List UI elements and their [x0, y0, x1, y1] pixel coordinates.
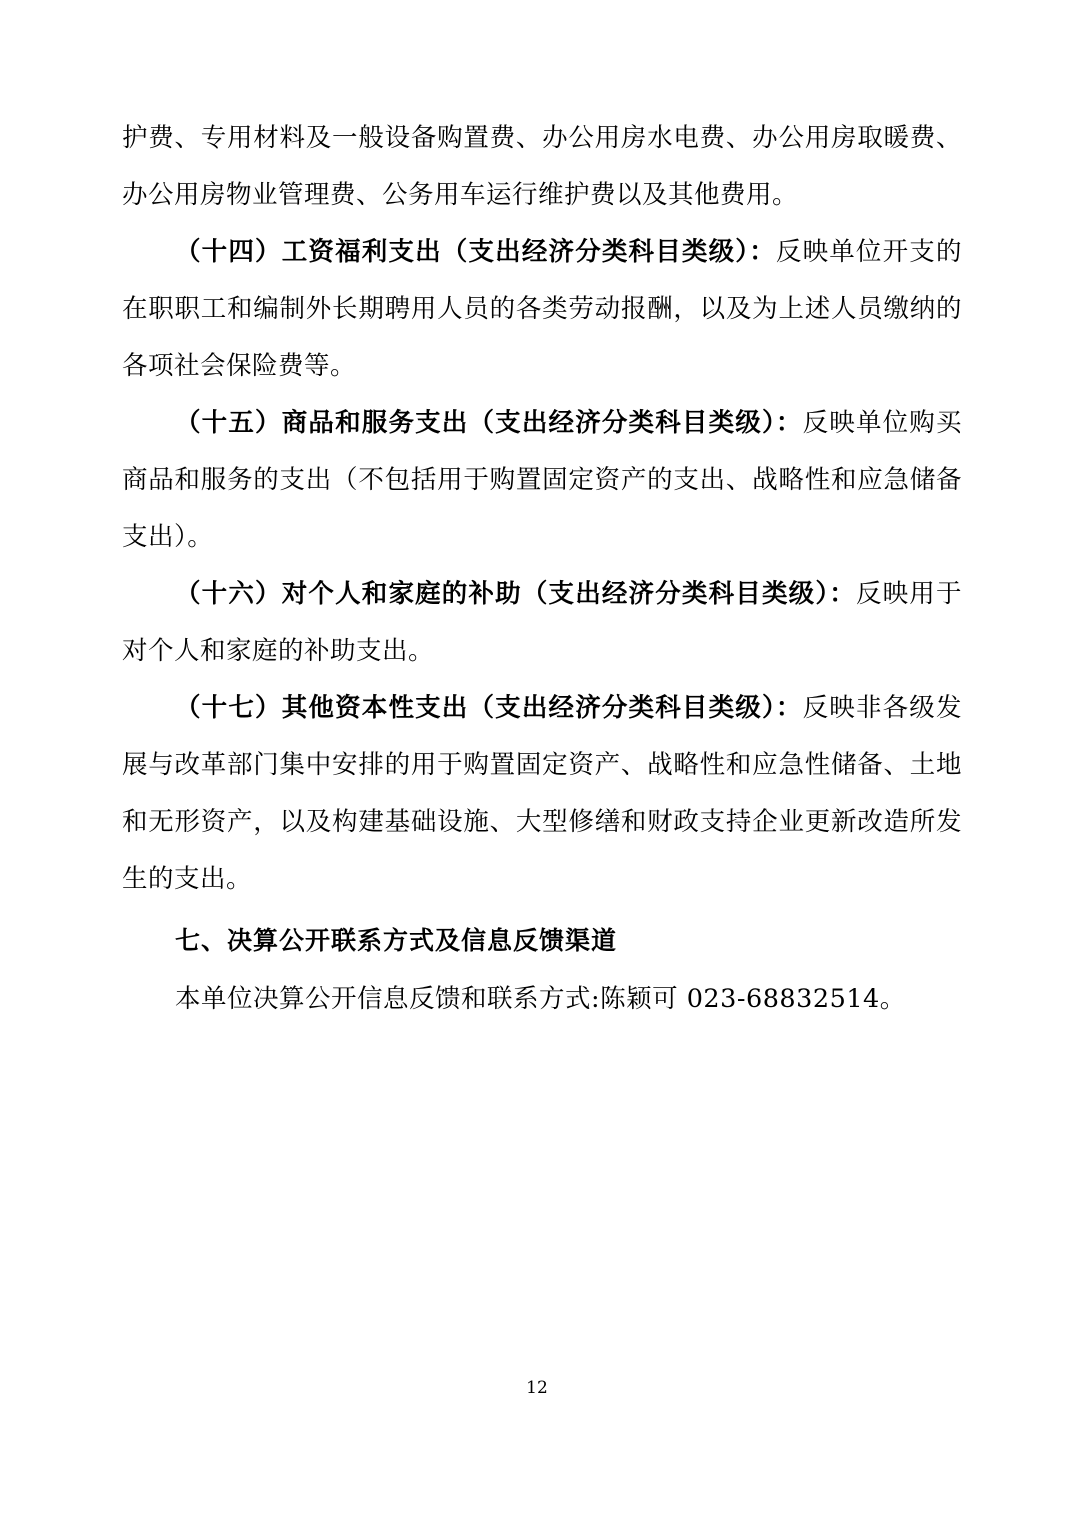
paragraph-item-14 [122, 224, 962, 395]
document-body [122, 110, 962, 1028]
paragraph-continued [122, 110, 962, 224]
item-17-text: 反映非各级发展与改革部门集中安排的用于购置固定资产、战略性和应急性储备、土地和无形资产，以及构建基础设施、大型修缮和财政支持企业更新改造所发生的支出。 [122, 693, 962, 894]
page-number-footer: 12 [526, 1378, 548, 1398]
item-15-heading: （十五）商品和服务支出（支出经济分类科目类级）： [175, 408, 803, 438]
item-14-heading: （十四）工资福利支出（支出经济分类科目类级）： [175, 237, 776, 267]
section-heading-seven: 七、决算公开联系方式及信息反馈渠道 [175, 926, 618, 955]
item-16-heading: （十六）对个人和家庭的补助（支出经济分类科目类级）： [175, 579, 856, 609]
contact-info-line: 本单位决算公开信息反馈和联系方式:陈颖可 023-68832514。 [175, 984, 906, 1014]
item-16-text: 反映用于对个人和家庭的补助支出。 [122, 579, 962, 666]
item-14-text: 反映单位开支的在职职工和编制外长期聘用人员的各类劳动报酬，以及为上述人员缴纳的各项社会保险费等。 [122, 237, 962, 381]
paragraph-continued-text: 护费、专用材料及一般设备购置费、办公用房水电费、办公用房取暖费、办公用房物业管理费、公务用车运行维护费以及其他费用。 [122, 123, 962, 210]
paragraph-item-15 [122, 395, 962, 566]
item-15-text: 反映单位购买商品和服务的支出（不包括用于购置固定资产的支出、战略性和应急储备支出）。 [122, 408, 962, 552]
item-17-heading: （十七）其他资本性支出（支出经济分类科目类级）： [175, 693, 803, 723]
paragraph-item-16 [122, 566, 962, 680]
paragraph-item-17 [122, 680, 962, 908]
